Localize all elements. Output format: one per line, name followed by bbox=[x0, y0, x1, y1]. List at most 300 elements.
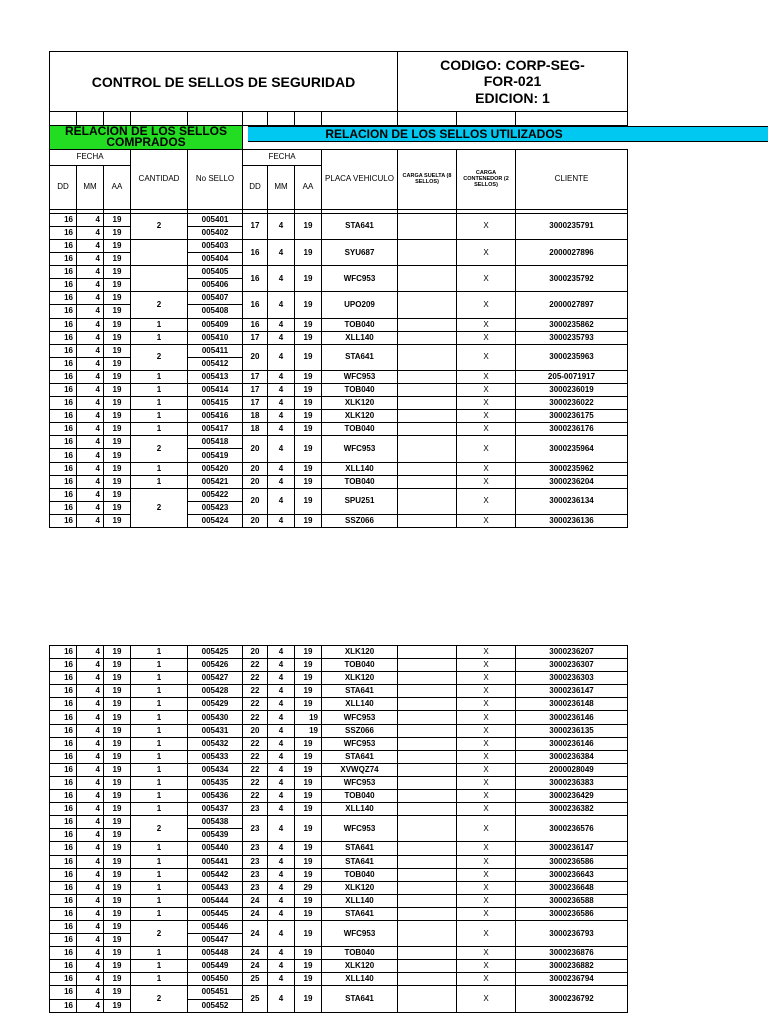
carga-suelta-header: CARGA SUELTA (8 SELLOS) bbox=[398, 149, 457, 209]
quantity: 1 bbox=[131, 750, 188, 763]
purchase-month: 4 bbox=[77, 384, 104, 397]
client-id: 3000236019 bbox=[516, 384, 628, 397]
container-cargo-mark: X bbox=[457, 292, 516, 318]
no-sello-header: No SELLO bbox=[188, 149, 243, 209]
loose-cargo-mark bbox=[398, 920, 457, 946]
purchase-month: 4 bbox=[77, 750, 104, 763]
purchase-day: 16 bbox=[50, 960, 77, 973]
purchase-year: 19 bbox=[104, 960, 131, 973]
purchase-year: 19 bbox=[104, 750, 131, 763]
quantity: 2 bbox=[131, 292, 188, 318]
loose-cargo-mark bbox=[398, 344, 457, 370]
container-cargo-mark: X bbox=[457, 672, 516, 685]
used-day: 16 bbox=[243, 318, 268, 331]
cantidad-header: CANTIDAD bbox=[131, 149, 188, 209]
used-year: 19 bbox=[295, 370, 322, 383]
vehicle-plate: XLL140 bbox=[322, 462, 398, 475]
cliente-header: CLIENTE bbox=[516, 149, 628, 209]
table-row bbox=[50, 659, 628, 672]
purchase-year: 19 bbox=[104, 881, 131, 894]
purchase-year: 19 bbox=[104, 475, 131, 488]
vehicle-plate: XLL140 bbox=[322, 894, 398, 907]
table-row bbox=[50, 239, 628, 252]
purchase-year: 19 bbox=[104, 279, 131, 292]
used-day: 23 bbox=[243, 881, 268, 894]
dd-used-header: DD bbox=[243, 165, 268, 209]
loose-cargo-mark bbox=[398, 672, 457, 685]
quantity: 1 bbox=[131, 462, 188, 475]
purchase-day: 16 bbox=[50, 410, 77, 423]
client-id: 3000236303 bbox=[516, 672, 628, 685]
purchase-month: 4 bbox=[77, 423, 104, 436]
purchased-seals-header: RELACION DE LOS SELLOS COMPRADOS bbox=[50, 126, 243, 150]
purchase-day: 16 bbox=[50, 344, 77, 357]
seal-number: 005409 bbox=[188, 318, 243, 331]
used-month: 4 bbox=[268, 475, 295, 488]
client-id: 3000236148 bbox=[516, 698, 628, 711]
seal-number: 005429 bbox=[188, 698, 243, 711]
loose-cargo-mark bbox=[398, 842, 457, 855]
table-row bbox=[50, 737, 628, 750]
table-row bbox=[50, 790, 628, 803]
purchase-month: 4 bbox=[77, 763, 104, 776]
vehicle-plate: WFC953 bbox=[322, 436, 398, 462]
used-day: 16 bbox=[243, 266, 268, 292]
used-day: 22 bbox=[243, 685, 268, 698]
vehicle-plate: STA641 bbox=[322, 842, 398, 855]
used-year: 19 bbox=[295, 266, 322, 292]
vehicle-plate: TOB040 bbox=[322, 790, 398, 803]
client-id: 3000236204 bbox=[516, 475, 628, 488]
purchase-day: 16 bbox=[50, 397, 77, 410]
purchase-month: 4 bbox=[77, 357, 104, 370]
table-row bbox=[50, 672, 628, 685]
used-year: 19 bbox=[295, 514, 322, 527]
vehicle-plate: SPU251 bbox=[322, 488, 398, 514]
container-cargo-mark: X bbox=[457, 646, 516, 659]
table-row bbox=[50, 763, 628, 776]
quantity: 1 bbox=[131, 475, 188, 488]
client-id: 3000236382 bbox=[516, 803, 628, 816]
used-month: 4 bbox=[268, 436, 295, 462]
used-day: 23 bbox=[243, 803, 268, 816]
purchase-month: 4 bbox=[77, 226, 104, 239]
purchase-day: 16 bbox=[50, 462, 77, 475]
table-row bbox=[50, 907, 628, 920]
used-day: 17 bbox=[243, 213, 268, 239]
purchase-day: 16 bbox=[50, 266, 77, 279]
purchase-day: 16 bbox=[50, 659, 77, 672]
purchase-day: 16 bbox=[50, 213, 77, 226]
table-row bbox=[50, 986, 628, 999]
client-id: 3000235791 bbox=[516, 213, 628, 239]
purchase-day: 16 bbox=[50, 737, 77, 750]
purchase-year: 19 bbox=[104, 226, 131, 239]
container-cargo-mark: X bbox=[457, 213, 516, 239]
used-day: 22 bbox=[243, 659, 268, 672]
used-month: 4 bbox=[268, 344, 295, 370]
purchase-year: 19 bbox=[104, 672, 131, 685]
container-cargo-mark: X bbox=[457, 475, 516, 488]
loose-cargo-mark bbox=[398, 816, 457, 842]
purchase-month: 4 bbox=[77, 920, 104, 933]
container-cargo-mark: X bbox=[457, 816, 516, 842]
loose-cargo-mark bbox=[398, 960, 457, 973]
vehicle-plate: XLK120 bbox=[322, 646, 398, 659]
purchase-day: 16 bbox=[50, 711, 77, 724]
purchase-day: 16 bbox=[50, 947, 77, 960]
quantity bbox=[131, 239, 188, 265]
purchase-day: 16 bbox=[50, 357, 77, 370]
table-row bbox=[50, 960, 628, 973]
vehicle-plate: TOB040 bbox=[322, 318, 398, 331]
blank-cell bbox=[268, 112, 295, 126]
quantity: 1 bbox=[131, 646, 188, 659]
vehicle-plate: STA641 bbox=[322, 213, 398, 239]
purchase-day: 16 bbox=[50, 776, 77, 789]
purchase-month: 4 bbox=[77, 449, 104, 462]
purchase-month: 4 bbox=[77, 947, 104, 960]
quantity: 2 bbox=[131, 986, 188, 1012]
purchase-month: 4 bbox=[77, 410, 104, 423]
used-day: 22 bbox=[243, 672, 268, 685]
purchase-year: 19 bbox=[104, 331, 131, 344]
purchase-month: 4 bbox=[77, 501, 104, 514]
quantity bbox=[131, 266, 188, 292]
used-month: 4 bbox=[268, 397, 295, 410]
used-month: 4 bbox=[268, 266, 295, 292]
container-cargo-mark: X bbox=[457, 868, 516, 881]
container-cargo-mark: X bbox=[457, 384, 516, 397]
loose-cargo-mark bbox=[398, 423, 457, 436]
client-id: 3000236147 bbox=[516, 685, 628, 698]
quantity: 2 bbox=[131, 488, 188, 527]
loose-cargo-mark bbox=[398, 239, 457, 265]
purchase-year: 19 bbox=[104, 659, 131, 672]
vehicle-plate: WFC953 bbox=[322, 816, 398, 842]
used-year: 19 bbox=[295, 213, 322, 239]
purchase-day: 16 bbox=[50, 226, 77, 239]
seal-number: 005411 bbox=[188, 344, 243, 357]
loose-cargo-mark bbox=[398, 907, 457, 920]
container-cargo-mark: X bbox=[457, 750, 516, 763]
purchase-month: 4 bbox=[77, 855, 104, 868]
table-row bbox=[50, 423, 628, 436]
seal-number: 005437 bbox=[188, 803, 243, 816]
purchase-day: 16 bbox=[50, 685, 77, 698]
loose-cargo-mark bbox=[398, 986, 457, 1012]
used-month: 4 bbox=[268, 423, 295, 436]
table-row bbox=[50, 370, 628, 383]
used-month: 4 bbox=[268, 370, 295, 383]
used-day: 22 bbox=[243, 763, 268, 776]
seal-number: 005446 bbox=[188, 920, 243, 933]
loose-cargo-mark bbox=[398, 436, 457, 462]
purchase-day: 16 bbox=[50, 855, 77, 868]
loose-cargo-mark bbox=[398, 973, 457, 986]
quantity: 1 bbox=[131, 698, 188, 711]
blank-cell bbox=[516, 112, 628, 126]
purchase-day: 16 bbox=[50, 305, 77, 318]
quantity: 1 bbox=[131, 960, 188, 973]
table-row bbox=[50, 947, 628, 960]
seal-number: 005439 bbox=[188, 829, 243, 842]
loose-cargo-mark bbox=[398, 213, 457, 239]
used-day: 22 bbox=[243, 776, 268, 789]
table-row bbox=[50, 436, 628, 449]
purchase-year: 19 bbox=[104, 776, 131, 789]
purchase-month: 4 bbox=[77, 816, 104, 829]
used-month: 4 bbox=[268, 816, 295, 842]
container-cargo-mark: X bbox=[457, 698, 516, 711]
seal-number: 005433 bbox=[188, 750, 243, 763]
purchase-day: 16 bbox=[50, 920, 77, 933]
seal-number: 005419 bbox=[188, 449, 243, 462]
client-id: 3000235792 bbox=[516, 266, 628, 292]
purchase-year: 19 bbox=[104, 462, 131, 475]
used-month: 4 bbox=[268, 685, 295, 698]
quantity: 1 bbox=[131, 881, 188, 894]
client-id: 3000236383 bbox=[516, 776, 628, 789]
container-cargo-mark: X bbox=[457, 436, 516, 462]
used-year: 19 bbox=[295, 292, 322, 318]
seal-number: 005432 bbox=[188, 737, 243, 750]
purchase-year: 19 bbox=[104, 370, 131, 383]
quantity: 1 bbox=[131, 894, 188, 907]
quantity: 1 bbox=[131, 331, 188, 344]
used-month: 4 bbox=[268, 646, 295, 659]
purchase-month: 4 bbox=[77, 907, 104, 920]
purchase-year: 19 bbox=[104, 711, 131, 724]
purchase-year: 19 bbox=[104, 357, 131, 370]
purchase-month: 4 bbox=[77, 318, 104, 331]
purchase-year: 19 bbox=[104, 973, 131, 986]
used-day: 16 bbox=[243, 292, 268, 318]
used-month: 4 bbox=[268, 986, 295, 1012]
purchase-year: 19 bbox=[104, 410, 131, 423]
loose-cargo-mark bbox=[398, 659, 457, 672]
container-cargo-mark: X bbox=[457, 685, 516, 698]
used-year: 19 bbox=[295, 960, 322, 973]
table-row bbox=[50, 685, 628, 698]
purchase-month: 4 bbox=[77, 213, 104, 226]
vehicle-plate: STA641 bbox=[322, 986, 398, 1012]
seal-number: 005420 bbox=[188, 462, 243, 475]
vehicle-plate: XLK120 bbox=[322, 881, 398, 894]
container-cargo-mark: X bbox=[457, 266, 516, 292]
client-id: 3000236135 bbox=[516, 724, 628, 737]
loose-cargo-mark bbox=[398, 750, 457, 763]
purchase-month: 4 bbox=[77, 737, 104, 750]
used-month: 4 bbox=[268, 659, 295, 672]
seals-control-table-2 bbox=[49, 645, 628, 1013]
quantity: 1 bbox=[131, 318, 188, 331]
used-year: 19 bbox=[295, 737, 322, 750]
purchase-year: 19 bbox=[104, 344, 131, 357]
purchase-year: 19 bbox=[104, 436, 131, 449]
used-year: 19 bbox=[295, 803, 322, 816]
purchase-year: 19 bbox=[104, 685, 131, 698]
purchase-day: 16 bbox=[50, 292, 77, 305]
client-id: 3000236022 bbox=[516, 397, 628, 410]
used-year: 19 bbox=[295, 344, 322, 370]
client-id: 3000235862 bbox=[516, 318, 628, 331]
purchase-year: 19 bbox=[104, 947, 131, 960]
purchase-year: 19 bbox=[104, 737, 131, 750]
used-month: 4 bbox=[268, 698, 295, 711]
used-year: 19 bbox=[295, 685, 322, 698]
table-row bbox=[50, 646, 628, 659]
used-month: 4 bbox=[268, 776, 295, 789]
purchase-year: 19 bbox=[104, 842, 131, 855]
used-month: 4 bbox=[268, 239, 295, 265]
quantity: 1 bbox=[131, 685, 188, 698]
purchase-month: 4 bbox=[77, 344, 104, 357]
seal-number: 005431 bbox=[188, 724, 243, 737]
table-1-body bbox=[50, 213, 628, 527]
quantity: 1 bbox=[131, 672, 188, 685]
vehicle-plate: XLL140 bbox=[322, 331, 398, 344]
quantity: 1 bbox=[131, 907, 188, 920]
used-month: 4 bbox=[268, 213, 295, 239]
client-id: 3000236136 bbox=[516, 514, 628, 527]
loose-cargo-mark bbox=[398, 318, 457, 331]
form-title: CONTROL DE SELLOS DE SEGURIDAD bbox=[50, 52, 398, 112]
vehicle-plate: XVWQZ74 bbox=[322, 763, 398, 776]
purchase-year: 19 bbox=[104, 514, 131, 527]
purchase-month: 4 bbox=[77, 436, 104, 449]
container-cargo-mark: X bbox=[457, 514, 516, 527]
vehicle-plate: SYU687 bbox=[322, 239, 398, 265]
purchase-year: 19 bbox=[104, 384, 131, 397]
table-row bbox=[50, 711, 628, 724]
purchase-day: 16 bbox=[50, 698, 77, 711]
seal-number: 005424 bbox=[188, 514, 243, 527]
table-row bbox=[50, 292, 628, 305]
dd-header: DD bbox=[50, 165, 77, 209]
form-edition: EDICION: 1 bbox=[475, 89, 550, 106]
used-day: 20 bbox=[243, 436, 268, 462]
purchase-month: 4 bbox=[77, 239, 104, 252]
purchase-year: 19 bbox=[104, 986, 131, 999]
used-year: 19 bbox=[295, 790, 322, 803]
seal-number: 005414 bbox=[188, 384, 243, 397]
seal-number: 005448 bbox=[188, 947, 243, 960]
client-id: 3000236792 bbox=[516, 986, 628, 1012]
used-day: 20 bbox=[243, 724, 268, 737]
table-row bbox=[50, 266, 628, 279]
used-day: 22 bbox=[243, 750, 268, 763]
mm-used-header: MM bbox=[268, 165, 295, 209]
purchase-day: 16 bbox=[50, 436, 77, 449]
used-day: 22 bbox=[243, 790, 268, 803]
purchase-month: 4 bbox=[77, 934, 104, 947]
seal-number: 005443 bbox=[188, 881, 243, 894]
client-id: 3000236576 bbox=[516, 816, 628, 842]
client-id: 3000236307 bbox=[516, 659, 628, 672]
used-year: 19 bbox=[295, 711, 322, 724]
purchase-month: 4 bbox=[77, 488, 104, 501]
vehicle-plate: WFC953 bbox=[322, 776, 398, 789]
purchase-day: 16 bbox=[50, 790, 77, 803]
used-year: 19 bbox=[295, 488, 322, 514]
used-day: 17 bbox=[243, 397, 268, 410]
blank-cell bbox=[50, 112, 77, 126]
used-day: 20 bbox=[243, 514, 268, 527]
used-year: 19 bbox=[295, 423, 322, 436]
table-row bbox=[50, 698, 628, 711]
purchase-month: 4 bbox=[77, 776, 104, 789]
container-cargo-mark: X bbox=[457, 344, 516, 370]
loose-cargo-mark bbox=[398, 331, 457, 344]
purchase-month: 4 bbox=[77, 960, 104, 973]
used-year: 19 bbox=[295, 750, 322, 763]
loose-cargo-mark bbox=[398, 881, 457, 894]
client-id: 2000027897 bbox=[516, 292, 628, 318]
vehicle-plate: WFC953 bbox=[322, 370, 398, 383]
vehicle-plate: STA641 bbox=[322, 685, 398, 698]
seal-number: 005402 bbox=[188, 226, 243, 239]
purchase-month: 4 bbox=[77, 462, 104, 475]
quantity: 1 bbox=[131, 410, 188, 423]
client-id: 3000236793 bbox=[516, 920, 628, 946]
used-month: 4 bbox=[268, 724, 295, 737]
table-row bbox=[50, 868, 628, 881]
used-year: 19 bbox=[295, 920, 322, 946]
used-year: 19 bbox=[295, 239, 322, 265]
purchase-month: 4 bbox=[77, 685, 104, 698]
loose-cargo-mark bbox=[398, 763, 457, 776]
loose-cargo-mark bbox=[398, 514, 457, 527]
used-day: 22 bbox=[243, 737, 268, 750]
client-id: 3000235962 bbox=[516, 462, 628, 475]
quantity: 1 bbox=[131, 370, 188, 383]
used-month: 4 bbox=[268, 855, 295, 868]
purchase-day: 16 bbox=[50, 842, 77, 855]
used-year: 19 bbox=[295, 986, 322, 1012]
client-id: 3000236882 bbox=[516, 960, 628, 973]
used-day: 20 bbox=[243, 344, 268, 370]
container-cargo-mark: X bbox=[457, 711, 516, 724]
used-year: 19 bbox=[295, 907, 322, 920]
used-month: 4 bbox=[268, 410, 295, 423]
table-row bbox=[50, 344, 628, 357]
used-month: 4 bbox=[268, 763, 295, 776]
table-row bbox=[50, 973, 628, 986]
container-cargo-mark: X bbox=[457, 855, 516, 868]
loose-cargo-mark bbox=[398, 370, 457, 383]
seal-number: 005406 bbox=[188, 279, 243, 292]
purchase-day: 16 bbox=[50, 999, 77, 1012]
purchase-month: 4 bbox=[77, 646, 104, 659]
used-day: 24 bbox=[243, 907, 268, 920]
purchase-month: 4 bbox=[77, 711, 104, 724]
seal-number: 005405 bbox=[188, 266, 243, 279]
quantity: 1 bbox=[131, 855, 188, 868]
used-month: 4 bbox=[268, 672, 295, 685]
client-id: 3000236147 bbox=[516, 842, 628, 855]
purchase-day: 16 bbox=[50, 724, 77, 737]
quantity: 2 bbox=[131, 920, 188, 946]
loose-cargo-mark bbox=[398, 410, 457, 423]
loose-cargo-mark bbox=[398, 384, 457, 397]
purchase-month: 4 bbox=[77, 514, 104, 527]
seal-number: 005450 bbox=[188, 973, 243, 986]
container-cargo-mark: X bbox=[457, 920, 516, 946]
client-id: 3000236586 bbox=[516, 907, 628, 920]
seal-number: 005408 bbox=[188, 305, 243, 318]
seal-number: 005449 bbox=[188, 960, 243, 973]
